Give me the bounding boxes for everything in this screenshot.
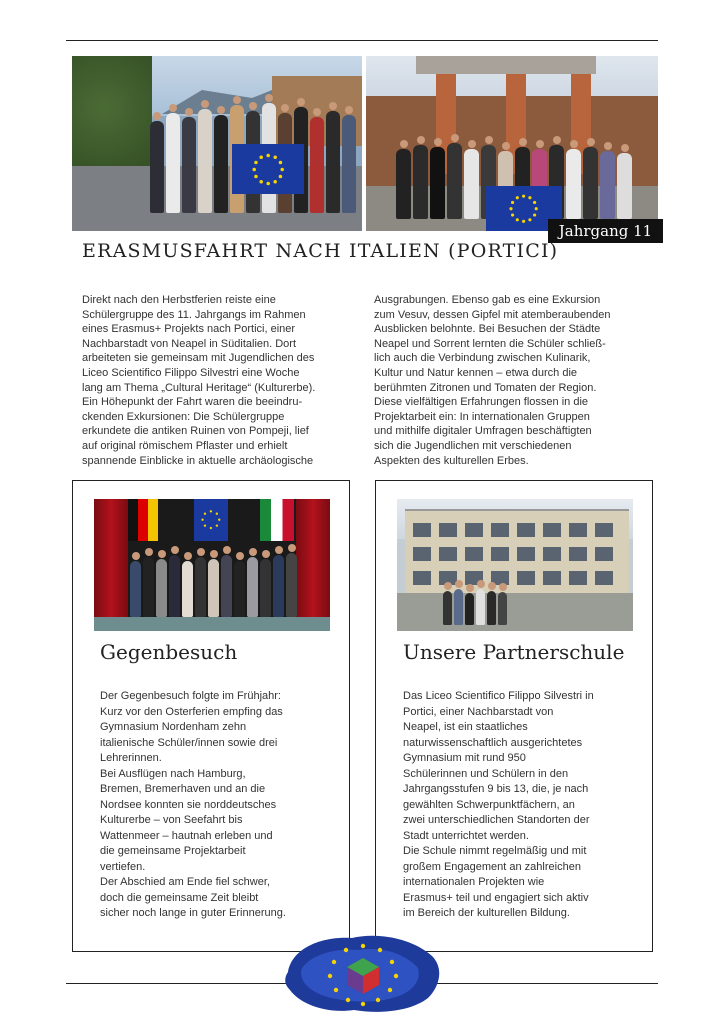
partnerschule-heading: Unsere Partnerschule <box>403 640 625 664</box>
text-line: Der Abschied am Ende fiel schwer, <box>100 876 270 888</box>
text-line: sicher noch lange in guter Erinnerung. <box>100 907 286 919</box>
text-line: Der Gegenbesuch folgte im Frühjahr: <box>100 690 281 702</box>
text-line: Kurz vor den Osterferien empfing das <box>100 705 283 718</box>
text-line: Lehrerinnen. <box>100 752 162 764</box>
text-line: auf original römischem Pflaster und erhielt <box>82 439 288 452</box>
text-line: Stadt unterrichtet werden. <box>403 829 529 842</box>
photo-group-harbour <box>72 56 362 231</box>
text-line: und mithilfe digitaler Umfragen beschäftigten <box>374 425 592 438</box>
text-line: italienische Schüler/innen sowie drei <box>100 736 278 749</box>
text-line: Projektarbeit ein: In internationalen Gruppen <box>374 410 590 423</box>
german-flag <box>128 499 158 541</box>
text-line: gewählten Schwerpunktfächern, an <box>403 798 575 811</box>
text-line: doch die gemeinsame Zeit bleibt <box>100 891 259 904</box>
text-line: Neapel und Sorrent lernten die Schüler schließ- <box>374 337 606 350</box>
grade-badge: Jahrgang 11 <box>548 219 663 243</box>
text-line: berühmten Zitronen und Tomaten der Region. <box>374 381 597 394</box>
text-line: Direkt nach den Herbstferien reiste eine <box>82 294 276 306</box>
text-line: vertiefen. <box>100 860 146 873</box>
text-line: sich die Jugendlichen mit verschiedenen <box>374 439 572 452</box>
text-line: ckenden Exkursionen: Die Schülergruppe <box>82 410 285 423</box>
text-line: eines Erasmus+ Projekts nach Portici, einer <box>82 323 296 336</box>
text-line: Wattenmeer – hautnah erleben und <box>100 829 273 842</box>
text-line: Gymnasium Nordenham zehn <box>100 721 247 733</box>
text-line: im Bereich der kulturellen Bildung. <box>403 907 570 919</box>
text-line: Kultur und Natur kennen – etwa durch die <box>374 366 578 379</box>
italian-flag <box>260 499 294 541</box>
text-line: Aspekten des kulturellen Erbes. <box>374 454 529 467</box>
gegenbesuch-heading: Gegenbesuch <box>100 640 238 664</box>
text-line: Gymnasium mit rund 950 <box>403 752 526 764</box>
text-line: Bremen, Bremerhaven und an die <box>100 783 266 795</box>
photo-group-pompeii <box>366 56 658 231</box>
text-line: Schülergruppe des 11. Jahrgangs im Rahmen <box>82 308 306 321</box>
text-line: internationalen Projekten wie <box>403 876 545 888</box>
eu-star-icon <box>497 193 550 225</box>
text-line: Portici, einer Nachbarstadt von <box>403 705 554 718</box>
page-title: ERASMUSFAHRT NACH ITALIEN (PORTICI) <box>82 240 559 262</box>
eu-star-icon <box>243 152 293 187</box>
text-line: spannende Einblicke in aktuelle archäologische <box>82 454 314 467</box>
text-line: großem Engagement an zahlreichen <box>403 860 581 873</box>
text-line: erkundete die antiken Ruinen von Pompeji, lief <box>82 425 309 438</box>
text-line: Die Schule nimmt regelmäßig und mit <box>403 845 587 857</box>
text-line: Jahrgangsstufen 9 bis 13, die, je nach <box>403 783 589 795</box>
text-line: Nachbarstadt von Neapel in Süditalien. Dort <box>82 337 297 350</box>
eu-flag <box>194 499 228 541</box>
partnerschule-box <box>375 480 653 952</box>
eu-star-icon <box>199 505 223 534</box>
intro-column-left <box>82 293 362 468</box>
top-rule <box>66 40 658 41</box>
text-line: Nordsee konnten sie norddeutsches <box>100 798 277 811</box>
text-line: zwei unterschiedlichen Standorten der <box>403 814 590 826</box>
text-line: Ausgrabungen. Ebenso gab es eine Exkursion <box>374 294 601 306</box>
text-line: Das Liceo Scientifico Filippo Silvestri in <box>403 690 594 702</box>
erasmus-logo-icon <box>282 928 444 1016</box>
text-line: Ausblicken belohnte. Bei Besuchen der Städte <box>374 323 601 336</box>
gegenbesuch-box <box>72 480 350 952</box>
gegenbesuch-text <box>100 689 340 922</box>
text-line: Erasmus+ teil und engagiert sich aktiv <box>403 891 589 904</box>
text-line: lang am Thema „Cultural Heritage“ (Kulturerbe). <box>82 381 316 394</box>
photo-group-stage <box>94 499 330 631</box>
text-line: arbeiteten sie gemeinsam mit Jugendlichen des <box>82 352 315 365</box>
text-line: Bei Ausflügen nach Hamburg, <box>100 767 246 780</box>
text-line: zum Vesuv, dessen Gipfel mit atemberaubenden <box>374 308 611 321</box>
text-line: lich auch die Verbindung zwischen Kulinarik, <box>374 352 591 365</box>
text-line: die gemeinsame Projektarbeit <box>100 845 246 857</box>
text-line: Diese vielfältigen Erfahrungen flossen in die <box>374 396 589 409</box>
text-line: Schülerinnen und Schülern in den <box>403 767 569 780</box>
intro-column-right <box>374 293 658 468</box>
eu-flag <box>232 144 304 194</box>
school-building <box>405 509 629 595</box>
text-line: Neapel, ist ein staatliches <box>403 721 528 733</box>
text-line: Kulturerbe – von Seefahrt bis <box>100 814 243 826</box>
text-line: Ein Höhepunkt der Fahrt waren die beeindru- <box>82 396 303 409</box>
text-line: naturwissenschaftlich ausgerichtetes <box>403 736 583 749</box>
photo-partner-school <box>397 499 633 631</box>
text-line: Liceo Scientifico Filippo Silvestri eine Woche <box>82 366 300 379</box>
partnerschule-text <box>403 689 647 922</box>
